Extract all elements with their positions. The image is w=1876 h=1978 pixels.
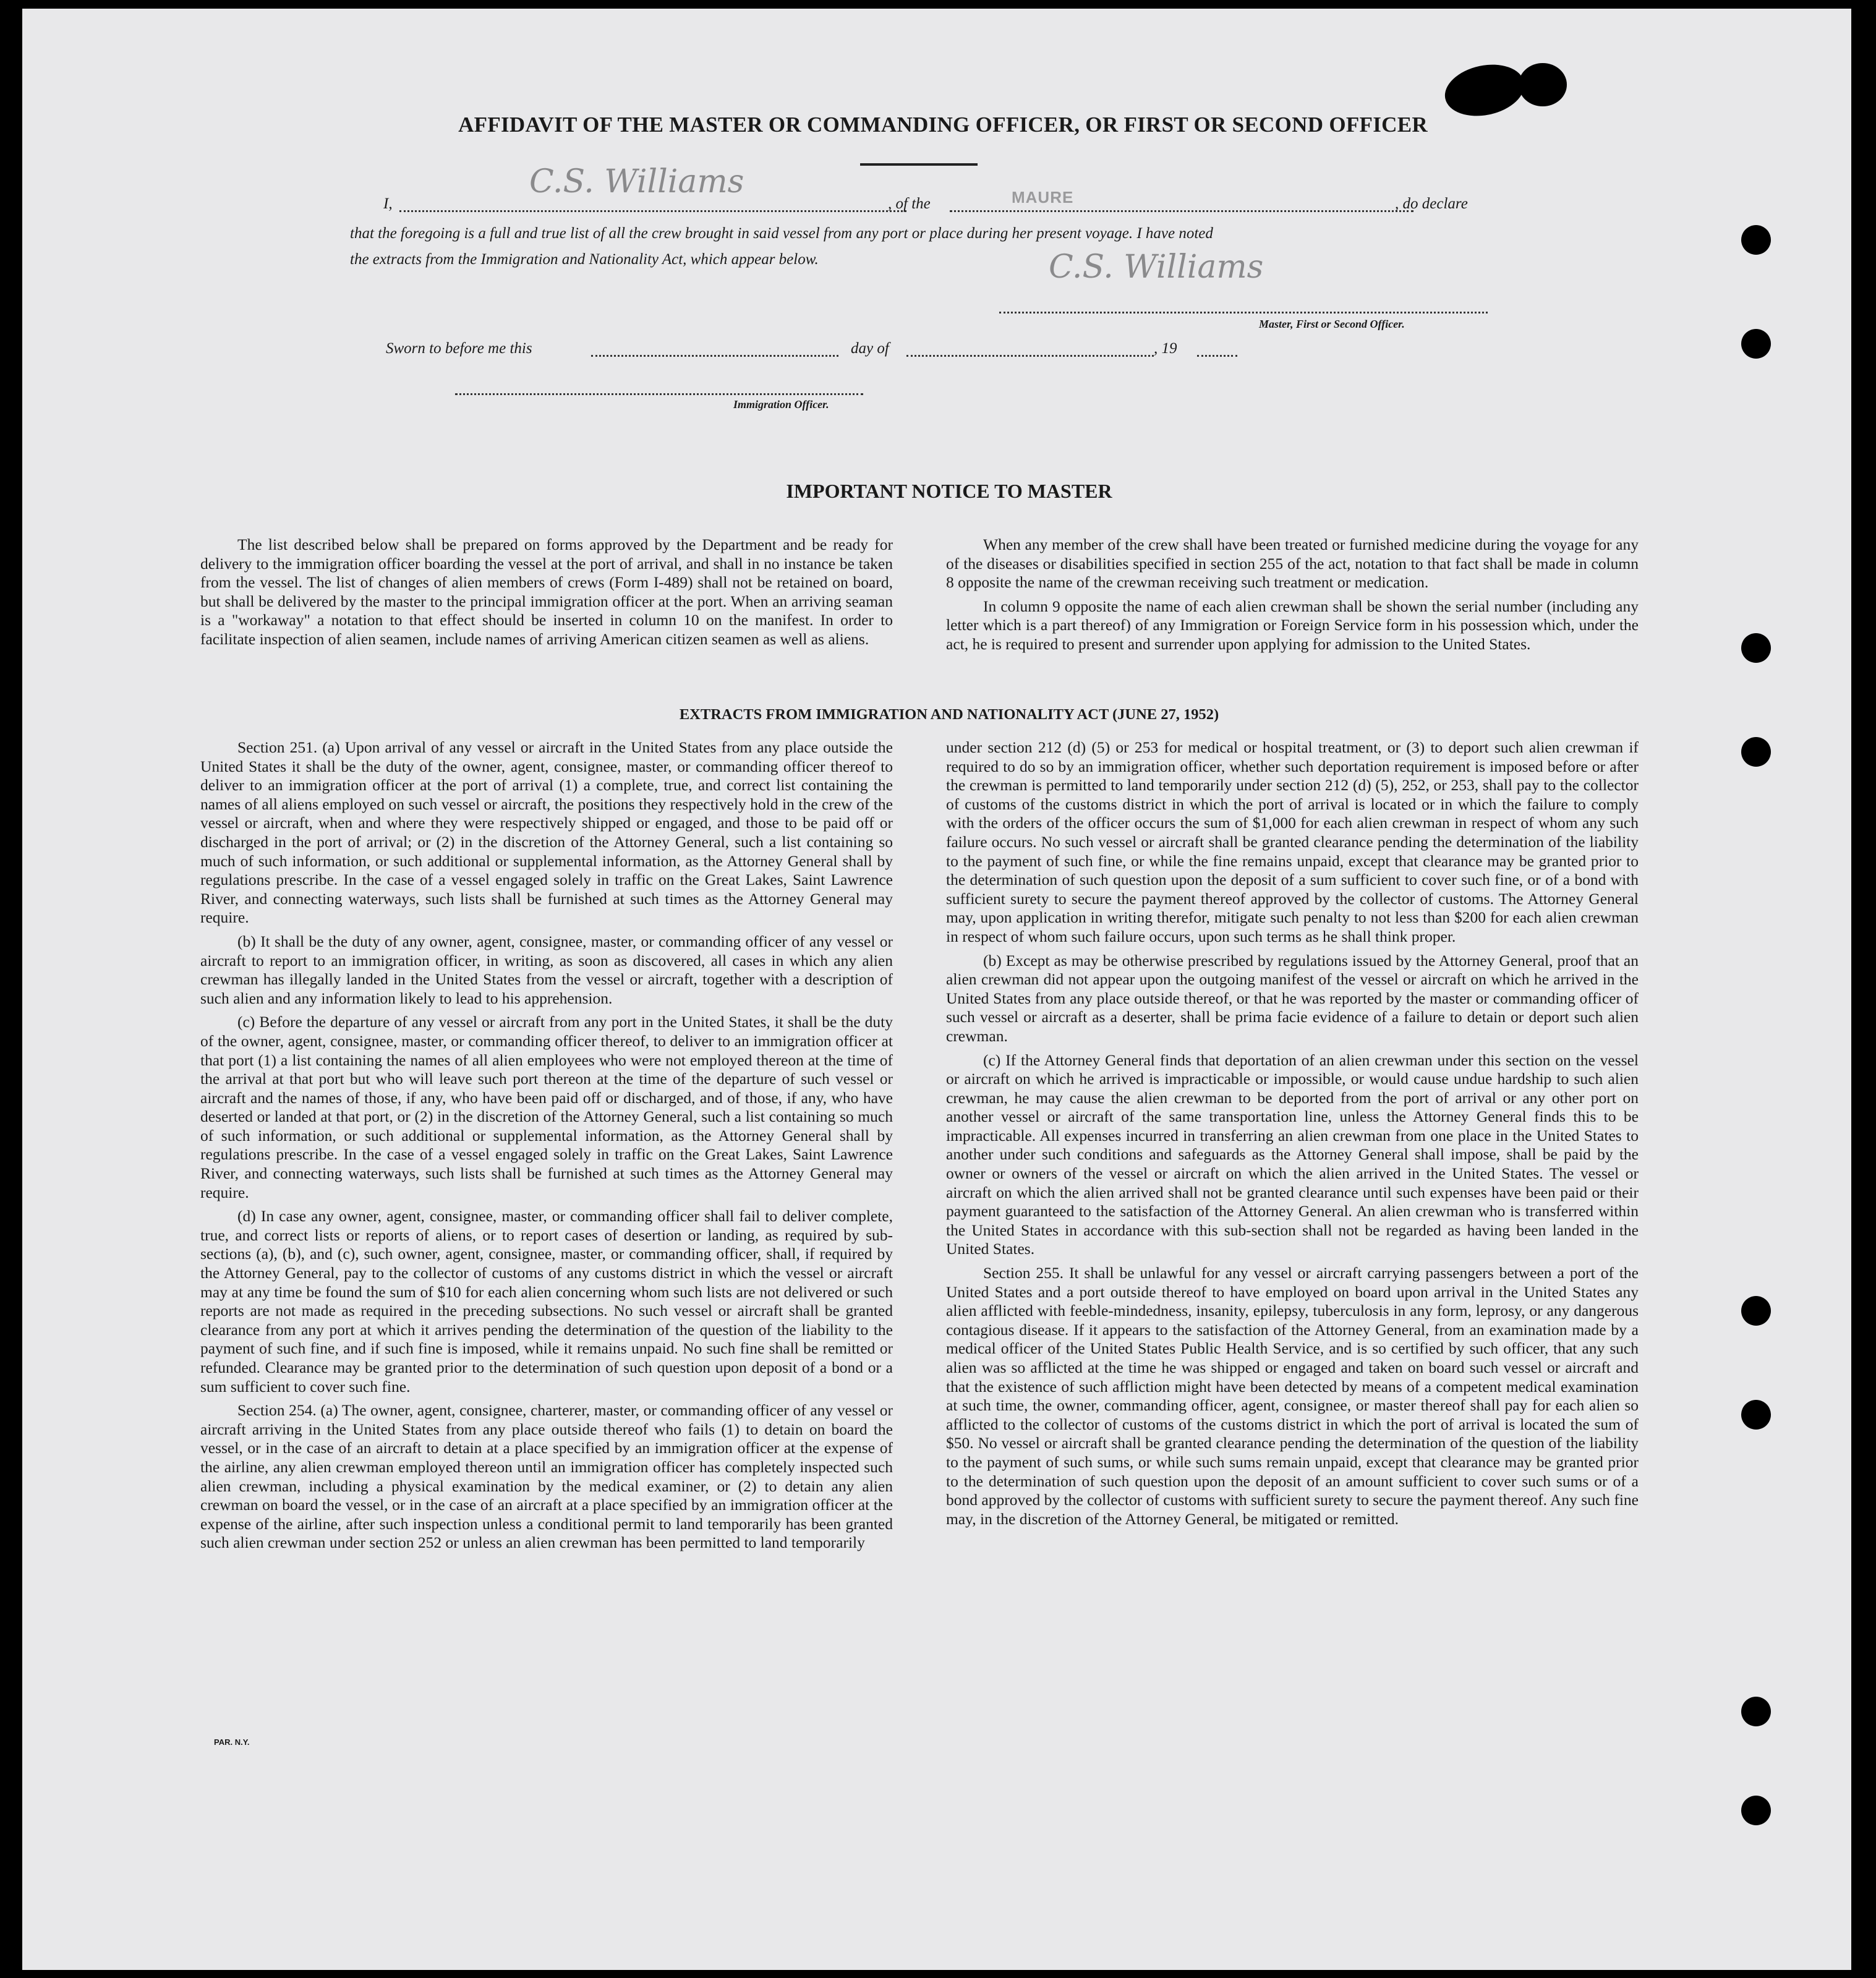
master-caption: Master, First or Second Officer. xyxy=(1259,318,1405,330)
vessel-line xyxy=(950,210,1413,212)
year-line xyxy=(1197,355,1237,357)
extract-paragraph: (c) If the Attorney General finds that deportation of an alien crewman under this section on the vessel or aircraft on which he arrived is impracticable or impossible, or would cause undue hardship to such alien crewman, he may cause the alien crewman to be deported from the port of arrival or any other port on another vessel or aircraft of the same transportation line, unless the Attorney General finds this to be impracticable. All expenses incurred in transferring an alien crewman from one place in the United States to another under such conditions and safeguards as the Attorney General shall impose, shall be paid by the owner or owners of the vessel or aircraft on which the alien arrived in the United States. The vessel or aircraft on which the alien arrived shall not be granted clearance until such expenses have been paid or their payment guaranteed to the satisfaction of the Attorney General. An alien crewman who is transferred within the United States in accordance with this sub-section shall not be regarded as having been landed in the United States. xyxy=(946,1051,1639,1258)
sworn-month-line xyxy=(906,355,1154,357)
title-rule xyxy=(860,163,978,166)
i-label: I, xyxy=(383,195,393,212)
extract-paragraph: Section 255. It shall be unlawful for any vessel or aircraft carrying passengers between a port of the United States and a port outside thereof to have employed on board upon arrival in the United States any alien afflicted with feeble-mindedness, insanity, epilepsy, tuberculosis in any form, leprosy, or any dangerous contagious disease. If it appears to the satisfaction of the Attorney General, from an examination made by a medical officer of the United States Public Health Service, and is so certified by such officer, that any such alien was so afflicted at the time he was shipped or engaged and taken on board such vessel or aircraft and that the existence of such affliction might have been detected by means of a competent medical examination at such time, the owner, commanding officer, agent, consignee, or master thereof shall pay for each alien so afflicted to the collector of customs of the customs district in which the port of arrival is located the sum of $50. No vessel or aircraft shall be granted clearance pending the determination of the question of the liability to the payment of such sums, or while such sums remain unpaid, except that clearance may be granted prior to the determination of such question upon the deposit of an amount sufficient to cover such sums or of a bond approved by the collector of customs with sufficient surety to secure the payment thereof. Any such fine may, in the discretion of the Attorney General, be mitigated or remitted. xyxy=(946,1264,1639,1528)
extract-paragraph: (c) Before the departure of any vessel or aircraft from any port in the United States, it shall be the duty of the owner, agent, consignee, master, or commanding officer thereof, to deliver to an immigration officer at that port (1) a list containing the names of all alien employees who were not employed thereon at the time of the arrival at that port but who will leave such port thereon at the time of the departure of such vessel or aircraft and the names of those, if any, who have been paid off or discharged, and of those, if any, who have deserted or landed at that port, or (2) in the discretion of the Attorney General, such a list containing so much of such information, or such additional or supplemental information, as the Attorney General shall by regulations prescribe. In the case of a vessel engaged solely in traffic on the Great Lakes, Saint Lawrence River, and connecting waterways, such lists shall be furnished at such times as the Attorney General may require. xyxy=(200,1013,893,1201)
extract-paragraph: (d) In case any owner, agent, consignee, master, or commanding officer shall fail to deliver complete, true, and correct lists or reports of aliens, or to report cases of desertion or landing, as required by sub-sections (a), (b), and (c), such owner, agent, consignee, master, or commanding officer, shall, if required by the Attorney General, pay to the collector of customs of any customs district in which the vessel or aircraft may at any time be found the sum of $10 for each alien concerning whom such lists are not delivered or such reports are not made as required in the preceding subsections. No such vessel or aircraft shall be granted clearance from any port at which it arrives pending the determination of the question of the liability to the payment of such fine, and if such fine is imposed, while it remains unpaid. No such fine shall be remitted or refunded. Clearance may be granted prior to the determination of such question upon deposit of a bond or a sum sufficient to cover such fine. xyxy=(200,1207,893,1396)
punch-hole xyxy=(1741,633,1771,663)
of-the-label: , of the xyxy=(888,195,931,212)
printer-mark: PAR. N.Y. xyxy=(214,1737,250,1747)
notice-right-column xyxy=(946,535,1639,659)
affidavit-title: AFFIDAVIT OF THE MASTER OR COMMANDING OFFICER, OR FIRST OR SECOND OFFICER xyxy=(458,113,1428,137)
notice-right-paragraph-1: When any member of the crew shall have been treated or furnished medicine during the voyage for any of the diseases or disabilities specified in section 255 of the act, notation to that fact shall be made in column 8 opposite the name of the crewman receiving such treatment or medication. xyxy=(946,535,1639,592)
officer-caption: Immigration Officer. xyxy=(733,398,829,411)
extract-paragraph: Section 251. (a) Upon arrival of any vessel or aircraft in the United States from any place outside the United States it shall be the duty of the owner, agent, consignee, master, or commanding officer thereof to deliver to an immigration officer at the port of arrival (1) a complete, true, and correct list containing the names of all aliens employed on such vessel or aircraft, the positions they respectively hold in the crew of the vessel or aircraft, when and where they were respectively shipped or engaged, and those to be paid off or discharged in the port of arrival; or (2) in the discretion of the Attorney General, such a list containing so much of such information, or such additional or supplemental information, as the Attorney General shall by regulations prescribe. In the case of a vessel engaged solely in traffic on the Great Lakes, Saint Lawrence River, and connecting waterways, such lists shall be furnished at such times as the Attorney General may require. xyxy=(200,738,893,927)
extract-paragraph: Section 254. (a) The owner, agent, consignee, charterer, master, or commanding officer of any vessel or aircraft arriving in the United States from any place outside thereof who fails (1) to detain on board the vessel, or in the case of an aircraft to detain at a place specified by an immigration officer at the expense of the airline, any alien crewman employed thereon until an immigration officer has completely inspected such alien crewman, including a physical examination by the medical examiner, or (2) to detain any alien crewman on board the vessel, or in the case of an aircraft at a place specified by an immigration officer at the expense of the airline, after such inspection unless a conditional permit to land temporarily has been granted such alien crewman under section 252 or unless an alien crewman has been permitted to land temporarily xyxy=(200,1401,893,1552)
punch-hole xyxy=(1741,737,1771,767)
punch-hole xyxy=(1741,1296,1771,1326)
punch-hole xyxy=(1741,225,1771,255)
declaration-line-2: the extracts from the Immigration and Nationality Act, which appear below. xyxy=(350,251,819,268)
master-signature: C.S. Williams xyxy=(1049,249,1264,286)
notice-right-paragraph-2: In column 9 opposite the name of each alien crewman shall be shown the serial number (including any letter which is a part thereof) of any Immigration or Foreign Service form in his possession which, under the act, he is required to present and surrender upon applying for admission to the United States. xyxy=(946,597,1639,653)
declaration-line-1: that the foregoing is a full and true list of all the crew brought in said vessel from any port or place during her present voyage. I have noted xyxy=(350,225,1213,242)
do-declare-label: , do declare xyxy=(1395,195,1468,212)
extract-paragraph: (b) Except as may be otherwise prescribed by regulations issued by the Attorney General, proof that an alien crewman did not appear upon the outgoing manifest of the vessel or aircraft on which he arrived in the United States from any place outside thereof, or that he was reported by the master or commanding officer of such vessel or aircraft as a deserter, shall be prima facie evidence of a failure to detain or deport such alien crewman. xyxy=(946,951,1639,1045)
name-line xyxy=(399,210,906,212)
notice-heading: IMPORTANT NOTICE TO MASTER xyxy=(786,480,1112,502)
year-label: , 19 xyxy=(1154,340,1177,357)
extracts-right-column xyxy=(946,738,1639,1533)
ink-blot xyxy=(1519,63,1567,106)
punch-hole xyxy=(1741,329,1771,359)
signature-line xyxy=(999,312,1488,313)
punch-hole xyxy=(1741,1697,1771,1726)
extracts-heading: EXTRACTS FROM IMMIGRATION AND NATIONALITY ACT (JUNE 27, 1952) xyxy=(679,706,1219,723)
extract-paragraph: under section 212 (d) (5) or 253 for medical or hospital treatment, or (3) to deport such alien crewman if required to do so by an immigration officer, whether such deportation requirement is imposed before or after the crewman is permitted to land temporarily under section 212 (d) (5), 252, or 253, shall pay to the collector of customs of the customs district in which the port of arrival is located or in which the failure to comply with the orders of the officer occurs the sum of $1,000 for each alien crewman in respect of whom any such failure occurs. No such vessel or aircraft shall be granted clearance pending the determination of the liability to the payment of such fine, or while the fine remains unpaid, except that clearance may be granted prior to the determination of such question upon the deposit of a sum sufficient to cover such fine, or of a bond with sufficient surety to secure the payment thereof approved by the collector of customs. The Attorney General may, upon application in writing therefor, mitigate such penalty to not less than $200 for each alien crewman in respect of whom such failure occurs, upon such terms as he shall think proper. xyxy=(946,738,1639,945)
document-page xyxy=(22,9,1851,1970)
punch-hole xyxy=(1741,1400,1771,1430)
punch-hole xyxy=(1741,1796,1771,1825)
day-of-label: day of xyxy=(851,340,889,357)
extract-paragraph: (b) It shall be the duty of any owner, agent, consignee, master, or commanding officer of any vessel or aircraft to report to an immigration officer, in writing, as soon as discovered, all cases in which any alien crewman has illegally landed in the United States from the vessel or aircraft, together with a description of such alien and any information likely to lead to his apprehension. xyxy=(200,932,893,1007)
sworn-label: Sworn to before me this xyxy=(386,340,532,357)
officer-line xyxy=(455,393,863,395)
sworn-day-line xyxy=(591,355,838,357)
notice-left-column xyxy=(200,535,893,654)
master-name-handwritten: C.S. Williams xyxy=(529,163,744,200)
vessel-name-stamp: MAURE xyxy=(1012,188,1074,207)
extracts-left-column xyxy=(200,738,893,1558)
notice-left-paragraph: The list described below shall be prepared on forms approved by the Department and be ready for delivery to the immigration officer boarding the vessel at the port of arrival, and shall in no instance be taken from the vessel. The list of changes of alien members of crews (Form I-489) shall not be retained on board, but shall be delivered by the master to the principal immigration officer at the port. When an arriving seaman is a "workaway" a notation to that effect should be inserted in column 10 on the manifest. In order to facilitate inspection of alien seamen, include names of arriving American citizen seamen as well as aliens. xyxy=(200,535,893,648)
